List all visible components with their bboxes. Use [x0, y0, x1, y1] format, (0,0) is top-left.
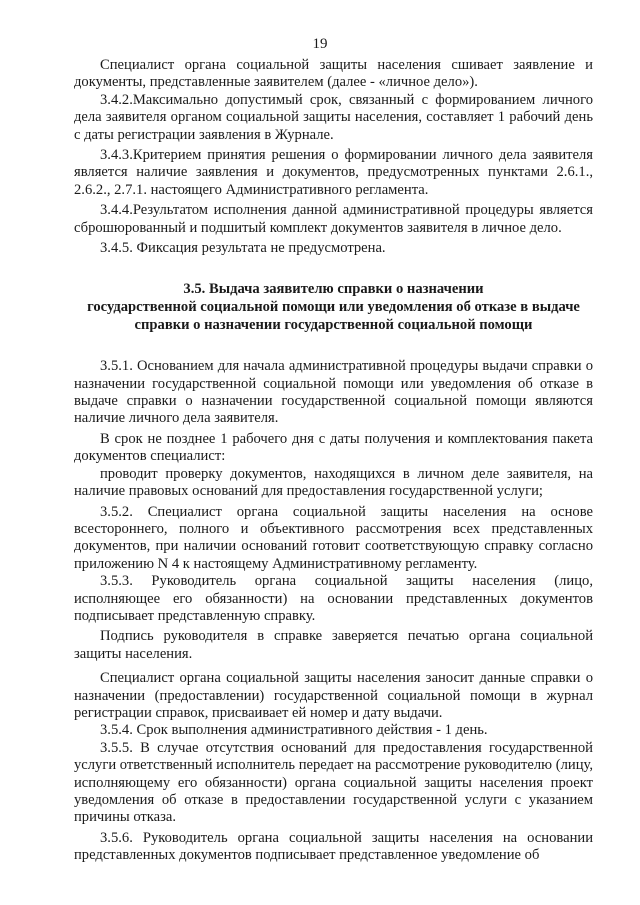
paragraph-3-5-6: 3.5.6. Руководитель органа социальной защиты населения на основании представленных документов подписывает представленное уведомление об: [74, 829, 593, 864]
paragraph-document-check: проводит проверку документов, находящихся в личном деле заявителя, на наличие правовых оснований для предоставления государственной услуги;: [74, 465, 593, 500]
paragraph-journal-entry: Специалист органа социальной защиты населения заносит данные справки о назначении (предоставлении) государственной социальной помощи в журнал регистрации справок, присваивает ей номер и дату выдачи.: [74, 670, 593, 721]
paragraph-3-4-3: 3.4.3.Критерием принятия решения о формировании личного дела заявителя является наличие заявления и документов, предусмотренных пунктами 2.6.1., 2.6.2., 2.7.1. настоящего Административного регламента.: [74, 147, 593, 198]
section-heading-line-2: государственной социальной помощи или уведомления об отказе в выдаче: [87, 299, 580, 316]
paragraph-deadline: В срок не позднее 1 рабочего дня с даты получения и комплектования пакета документов специалист:: [74, 430, 593, 465]
paragraph-dossier-stitching: Специалист органа социальной защиты населения сшивает заявление и документы, представленные заявителем (далее - «личное дело»).: [74, 57, 593, 91]
paragraph-3-5-4: 3.5.4. Срок выполнения административного действия - 1 день.: [100, 722, 488, 739]
paragraph-3-4-4: 3.4.4.Результатом исполнения данной административной процедуры является сброшюрованный и подшитый комплект документов заявителя в личное дело.: [74, 202, 593, 236]
section-heading-3-5: [74, 281, 593, 334]
paragraph-3-5-2: 3.5.2. Специалист органа социальной защиты населения на основе всестороннего, полного и объективного рассмотрения всех представленных документов, при наличии оснований готовит соответствующую справку согласно приложению N 4 к настоящему Административному регламенту.: [74, 503, 593, 572]
paragraph-3-5-1: 3.5.1. Основанием для начала административной процедуры выдачи справки о назначении государственной социальной помощи или уведомления об отказе в выдаче справки о назначении государственной социальной помощи являются наличие личного дела заявителя.: [74, 358, 593, 427]
paragraph-3-4-2: 3.4.2.Максимально допустимый срок, связанный с формированием личного дела заявителя органом социальной защиты населения, составляет 1 рабочий день с даты регистрации заявления в Журнале.: [74, 91, 593, 143]
paragraph-3-5-3: 3.5.3. Руководитель органа социальной защиты населения (лицо, исполняющее его обязанности) на основании представленных документов подписывает представленную справку.: [74, 573, 593, 624]
document-body: [74, 57, 593, 865]
section-heading-line-1: 3.5. Выдача заявителю справки о назначении: [183, 281, 484, 298]
paragraph-signature-seal: Подпись руководителя в справке заверяется печатью органа социальной защиты населения.: [74, 628, 593, 662]
section-heading-line-3: справки о назначении государственной социальной помощи: [134, 316, 533, 333]
paragraph-3-4-5: 3.4.5. Фиксация результата не предусмотрена.: [100, 240, 386, 257]
paragraph-3-5-5: 3.5.5. В случае отсутствия оснований для предоставления государственной услуги ответственный исполнитель передает на рассмотрение руководителю (лицу, исполняющему его обязанности) органа социальной защиты населения проект уведомления об отказе в предоставлении государственной услуги с указанием причины отказа.: [74, 739, 593, 826]
page-number: 19: [312, 36, 328, 52]
